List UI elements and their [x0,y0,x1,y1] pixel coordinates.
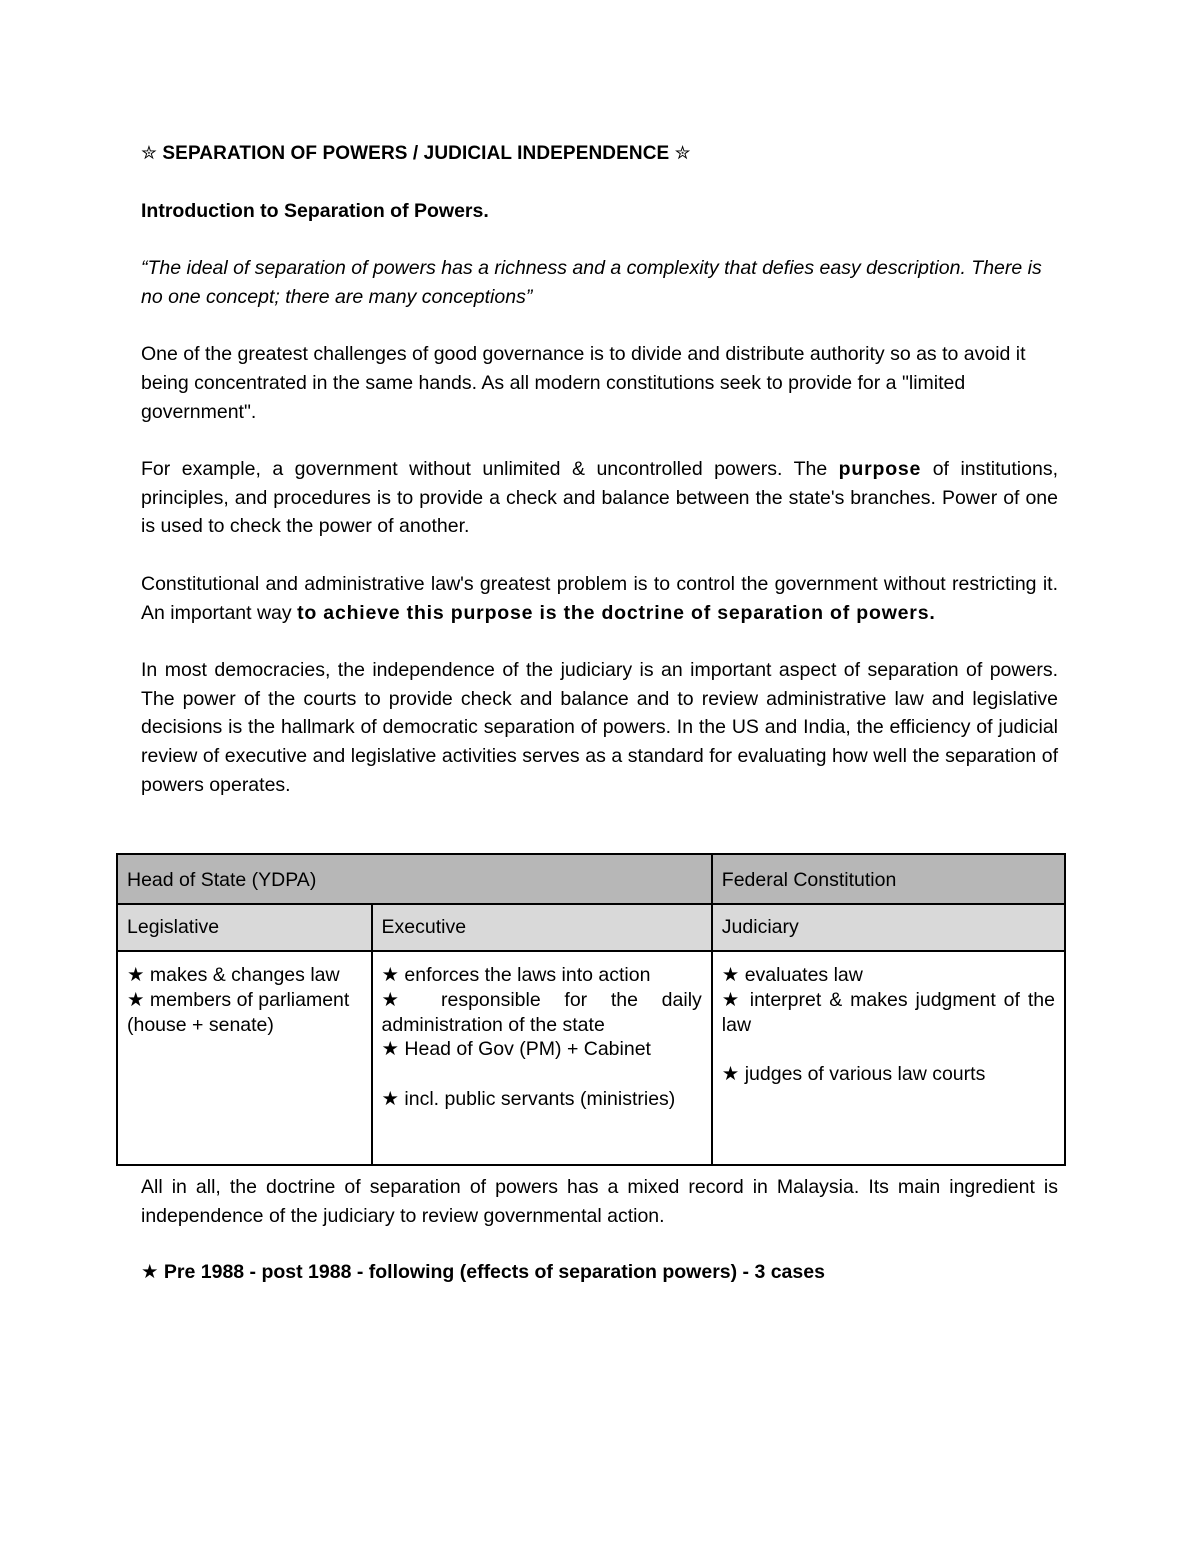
federal-constitution-cell: Federal Constitution [712,854,1065,904]
paragraph-doctrine-start: Constitutional and administrative law's greatest problem is to control the government without restricting it. An important way [141,572,1058,624]
executive-cell [372,951,712,1165]
paragraph-purpose-bold: purpose [838,458,922,481]
list-item: ★ responsible for the daily administration of the state [381,988,702,1036]
document-body [141,140,1058,828]
paragraph-purpose [141,455,1058,541]
paragraph-conclusion: All in all, the doctrine of separation of powers has a mixed record in Malaysia. Its main ingredient is independence of the judiciary to review governmental action. [141,1176,1058,1227]
paragraph-judiciary: In most democracies, the independence of the judiciary is an important aspect of separation of powers. The power of the courts to provide check and balance and to review administrative law and legislative decisions is the hallmark of democratic separation of powers. In the US and India, the efficiency of judicial review of executive and legislative activities serves as a standard for evaluating how well the separation of powers operates. [141,659,1058,796]
paragraph-purpose-start: For example, a government without unlimited & uncontrolled powers. The [141,458,839,481]
legislative-header: Legislative [117,904,372,951]
paragraph-doctrine [141,570,1058,627]
list-item: (house + senate) [127,1013,274,1036]
table-row [117,854,1065,904]
document-title: ✮ SEPARATION OF POWERS / JUDICIAL INDEPENDENCE ✮ [141,143,691,164]
paragraph-purpose-end: of institutions, principles, and procedures is to provide a check and balance between the state's branches. Power of one is used to check the power of another. [141,458,1058,538]
paragraph-governance: One of the greatest challenges of good governance is to divide and distribute authority so as to avoid it being concentrated in the same hands. As all modern constitutions seek to provide for a "limited government". [141,343,1026,423]
blank-line [722,1037,1055,1062]
list-item: ★ Head of Gov (PM) + Cabinet [381,1038,651,1061]
branches-table [116,853,1066,1166]
table-row [117,951,1065,1165]
cases-heading: ★ Pre 1988 - post 1988 - following (effects of separation powers) - 3 cases [141,1261,825,1284]
list-item: ★ interpret & makes judgment of the law [721,988,1055,1036]
blank-line [382,1062,702,1087]
list-item: ★ makes & changes law [127,964,340,986]
list-item: ★ members of parliament [127,988,350,1011]
list-item: ★ evaluates law [721,964,863,986]
head-of-state-cell: Head of State (YDPA) [117,854,712,904]
document-conclusion [141,1173,1058,1287]
paragraph-doctrine-bold: to achieve this purpose is the doctrine of separation of powers. [297,601,936,624]
judiciary-header: Judiciary [712,904,1065,951]
table-row [117,904,1065,951]
executive-header: Executive [372,904,712,951]
intro-quote: “The ideal of separation of powers has a richness and a complexity that defies easy description. There is no one concept; there are many conceptions” [141,257,1042,308]
intro-heading: Introduction to Separation of Powers. [141,199,489,222]
legislative-cell [117,951,372,1165]
list-item: ★ judges of various law courts [721,1063,986,1086]
list-item: ★ incl. public servants (ministries) [381,1087,676,1110]
judiciary-cell [712,951,1065,1165]
list-item: ★ enforces the laws into action [381,964,651,986]
